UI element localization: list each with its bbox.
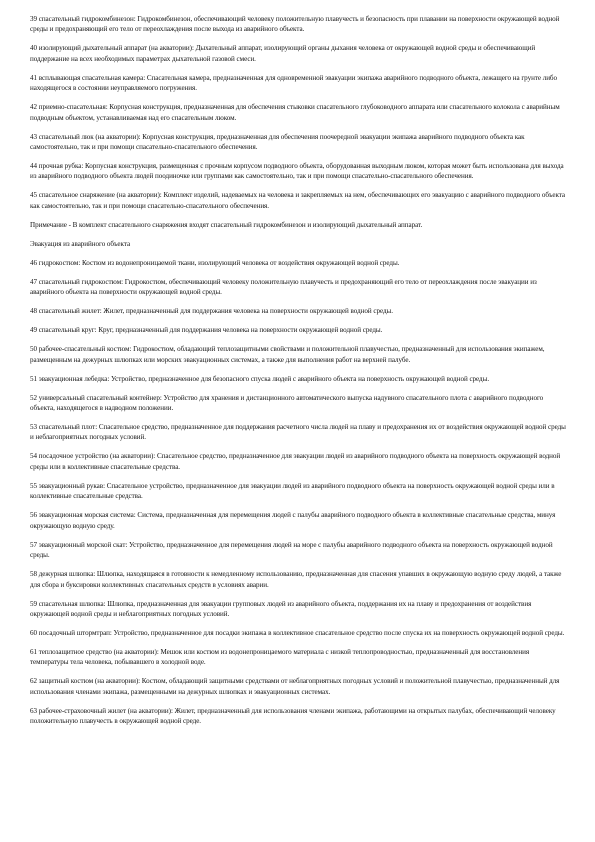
term-53: 53 спасательный плот: Спасательное средство, предназначенное для поддержания расчетного числа людей на плаву и предохранения их от воздействия окружающей водной среды и неблагоприятных погодных условий.	[30, 423, 566, 442]
term-59: 59 спасательная шлюпка: Шлюпка, предназначенная для эвакуации групповых людей из аварийного объекта, поддержания их на плаву и предохранения от воздействия окружающей водной среды и неблагоприятных погодных условий.	[30, 599, 532, 618]
term-61: 61 теплозащитное средство (на акватории): Мешок или костюм из водонепроницаемого материала с низкой теплопроводностью, предназначенный для восстановления температуры тела человека, побывавшего в холодной воде.	[30, 647, 530, 667]
term-50: 50 рабочее-спасательный костюм: Гидрокостюм, обладающий теплозащитными свойствами и положительной плавучестью, предназначенный для использования экипажем, размещенным на дежурных шлюпках или морских эвакуационных системах, а также для выполнения работ на верхней палубе.	[30, 345, 545, 364]
term-41: 41 всплывающая спасательная камера: Спасательная камера, предназначенная для одновременной эвакуации экипажа аварийного подводного объекта, лежащего на грунте либо находящегося в состоянии неуправляемого погружения.	[30, 73, 557, 93]
term-49: 49 спасательный круг: Круг, предназначенный для поддержания человека на поверхности окружающей водной среды.	[30, 326, 383, 335]
term-46: 46 гидрокостюм: Костюм из водонепроницаемой ткани, изолирующий человека от воздействия окружающей водной среды.	[30, 258, 400, 267]
term-60: 60 посадочный штормтрап: Устройство, предназначенное для посадки экипажа в коллективное спасательное средство после спуска их на поверхность окружающей водной среды.	[30, 628, 565, 637]
term-48: 48 спасательный жилет: Жилет, предназначенный для поддержания человека на поверхности окружающей водной среды.	[30, 307, 393, 316]
section-heading: Эвакуация из аварийного объекта	[30, 239, 131, 248]
term-63: 63 рабочее-страховочный жилет (на акватории): Жилет, предназначенный для использования членами экипажа, работающими на открытых палубах, обеспечивающий человеку положительную плавучесть в окружающей водной среде.	[30, 706, 556, 726]
term-62: 62 защитный костюм (на акватории): Костюм, обладающий защитными средствами от неблагоприятных погодных условий и положительной плавучестью, предназначенный для использования членами экипажа, размещенными на дежурных шлюпках и эвакуационных системах.	[30, 677, 560, 696]
note: Примечание - В комплект спасательного снаряжения входят спасательный гидрокомбинезон и изолирующий дыхательный аппарат.	[30, 220, 423, 229]
term-57: 57 эвакуационный морской скат: Устройство, предназначенное для перемещения людей на море с палубы аварийного подводного объекта на поверхность окружающей водной среды.	[30, 540, 553, 560]
term-58: 58 дежурная шлюпка: Шлюпка, находящаяся в готовности к немедленному использованию, предназначенная для спасения упавших в окружающую водную среду людей, а также для сбора и буксировки коллективных спасательных средств в условиях аварии.	[30, 570, 562, 589]
term-45: 45 спасательное снаряжение (на акватории): Комплект изделий, надеваемых на человека и закрепляемых на нем, обеспечивающих его эвакуацию с аварийного подводного объекта как самостоятельно, так и при помощи спасательно-спасательного обеспечения.	[30, 191, 566, 210]
term-56: 56 эвакуационная морская система: Система, предназначенная для перемещения людей с палубы аварийного подводного объекта в коллективные спасательные средства, минуя окружающую водную среду.	[30, 511, 556, 530]
term-55: 55 эвакуационный рукав: Спасательное устройство, предназначенное для эвакуации людей из аварийного подводного объекта на поверхность окружающей водной среды или в коллективные спасательные средства.	[30, 481, 555, 501]
term-52: 52 универсальный спасательный контейнер: Устройство для хранения и дистанционного автоматического выпуска надувного спасательного плота с аварийного подводного объекта, находящегося в надводном положении.	[30, 393, 544, 413]
term-54: 54 посадочное устройство (на акватории): Спасательное средство, предназначенное для эвакуации людей из аварийного подводного объекта на поверхность окружающей водной среды или в коллективные спасательные средства.	[30, 452, 561, 471]
term-44: 44 прочная рубка: Корпусная конструкция, размещенная с прочным корпусом подводного объекта, оборудованная выходным люком, которая может быть использована для выхода из аварийного подводного объекта людей поодиночке или группами как самостоятельно, так и при помощи спасательно-спасательного обеспечения.	[30, 162, 564, 181]
term-40: 40 изолирующий дыхательный аппарат (на акватории): Дыхательный аппарат, изолирующий органы дыхания человека от окружающей водной среды и обеспечивающий поддержание на всех необходимых параметрах дыхательной газовой смеси.	[30, 44, 536, 63]
term-51: 51 эвакуационная лебедка: Устройство, предназначенное для безопасного спуска людей с аварийного объекта на поверхность окружающей водной среды.	[30, 374, 490, 383]
term-39: 39 спасательный гидрокомбинезон: Гидрокомбинезон, обеспечивающий человеку положительную плавучесть и безопасность при плавании на поверхности окружающей водной среды и предохраняющий его тело от переохлаждения после выхода из аварийного объекта.	[30, 15, 560, 34]
term-43: 43 спасательный люк (на акватории): Корпусная конструкция, предназначенная для обеспечения поочередной эвакуации экипажа аварийного подводного объекта как самостоятельно, так и при помощи спасательно-спасательного обеспечения.	[30, 132, 525, 152]
term-42: 42 приемно-спасательная: Корпусная конструкция, предназначенная для обеспечения стыковки спасательного глубоководного аппарата или спасательного колокола с аварийным подводным объектом, устанавливаемая над его спасательным люком.	[30, 103, 560, 122]
term-47: 47 спасательный гидрокостюм: Гидрокостюм, обеспечивающий человеку положительную плавучесть и предохраняющий его тело от переохлаждения после эвакуации из аварийного объекта на поверхности окружающей водной среды.	[30, 277, 537, 297]
